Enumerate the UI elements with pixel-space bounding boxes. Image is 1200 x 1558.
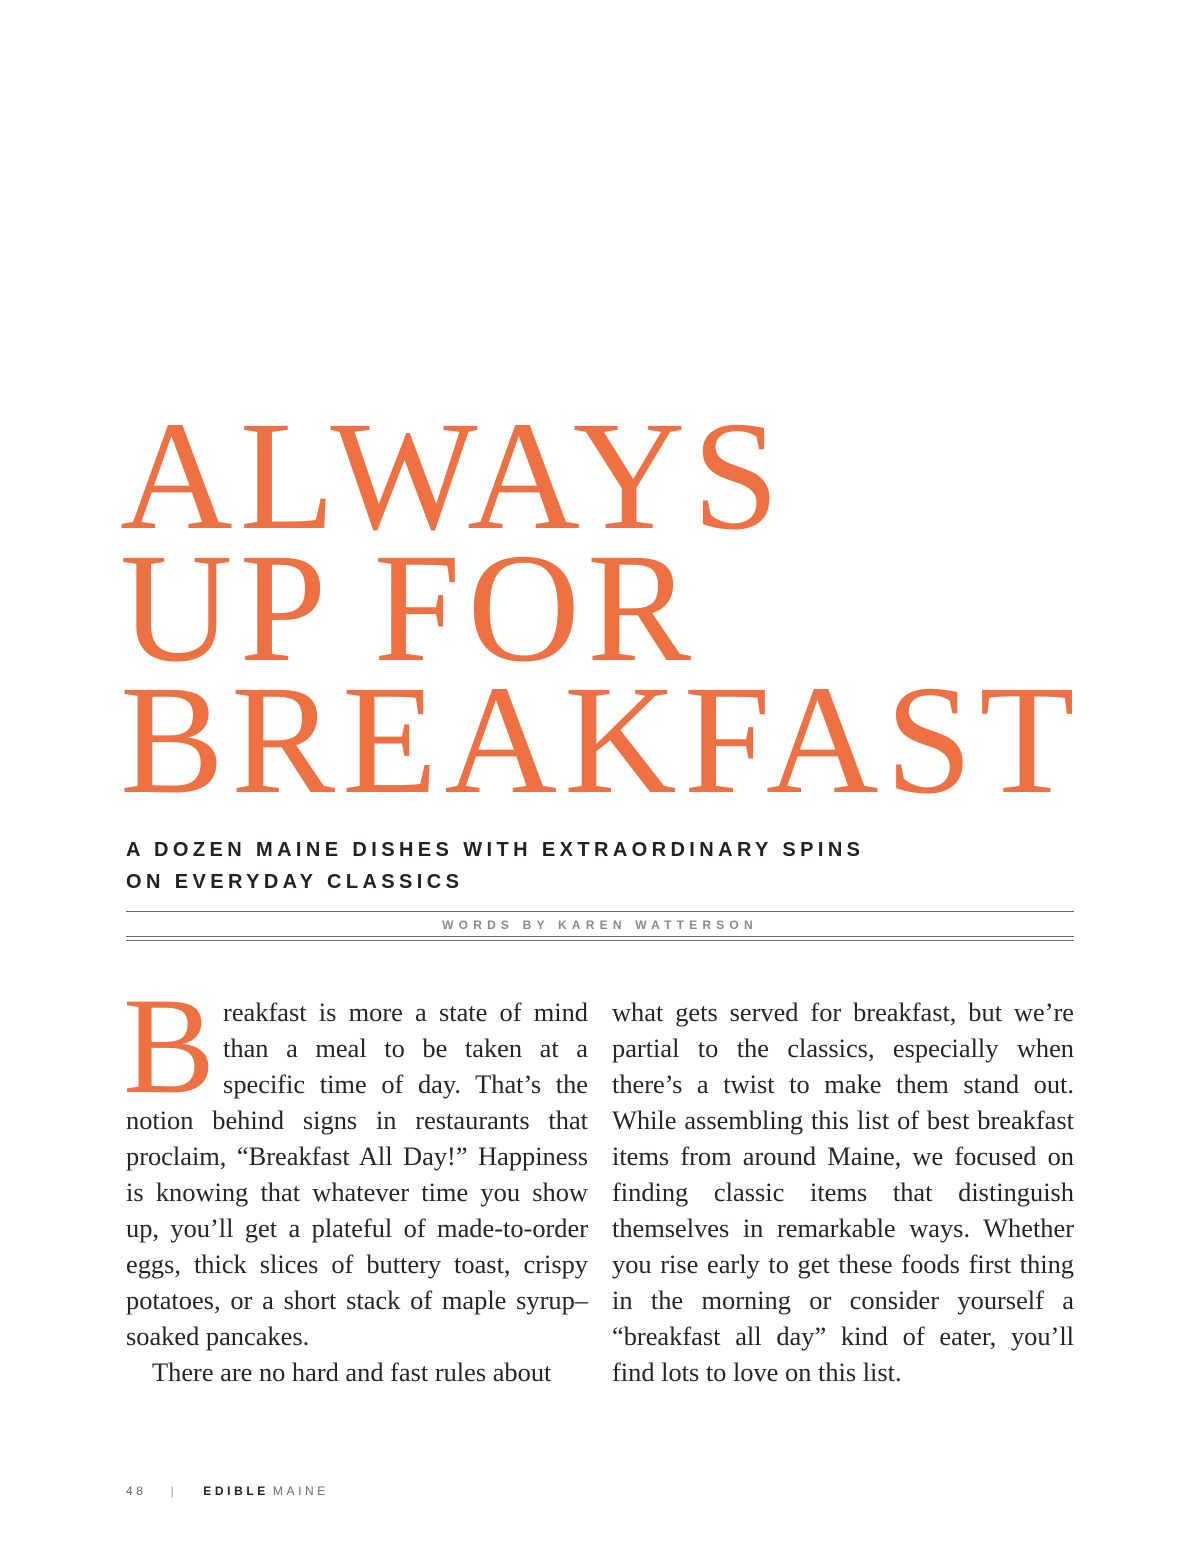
body-paragraph-2-start: There are no hard and fast rules about [152,1357,552,1387]
subheadline-line-1: A DOZEN MAINE DISHES WITH EXTRAORDINARY SPINS [126,839,865,861]
byline-bottom-rule-1 [126,936,1074,937]
publication-name-light: MAINE [272,1484,329,1498]
body-column-left [123,969,588,1390]
article-headline [120,389,1082,826]
body-paragraph-2-continued: what gets served for breakfast, but we’re partial to the classics, especially when there’s a twist to make them stand out. While assembling this list of best breakfast items from around Maine, we focused on finding classic items that distinguish themselves in remarkable ways. Whether you rise early to get these foods first thing in the morning or consider yourself a “breakfast all day” kind of eater, you’ll find lots to love on this list. [612,997,1074,1387]
headline-line-2: UP FOR [120,521,699,694]
headline-line-3: BREAKFAST [120,653,1082,826]
byline: WORDS BY KAREN WATTERSON [442,918,758,932]
drop-cap: B [123,969,216,1122]
byline-bottom-rule-2 [126,940,1074,941]
publication-name-bold: EDIBLE [203,1484,269,1498]
subheadline-line-2: ON EVERYDAY CLASSICS [126,871,464,893]
body-column-right [612,994,1074,1390]
headline-line-1: ALWAYS [120,389,787,562]
byline-top-rule [126,911,1074,912]
paragraph-1-text: reakfast is more a state of mind than a meal to be taken at a specific time of day. That’s the notion behind signs in restaurants that proclaim, “Breakfast All Day!” Happiness is knowing that whatever time you show up, you’ll get a plateful of made-to-order eggs, thick slices of buttery toast, crispy potatoes, or a short stack of maple syrup–soaked pancakes. [126,997,588,1351]
page-footer [126,1484,329,1498]
body-paragraph-1 [123,969,588,1354]
article-subheadline [126,834,926,898]
footer-separator: | [170,1484,178,1498]
page-number: 48 [126,1484,147,1498]
